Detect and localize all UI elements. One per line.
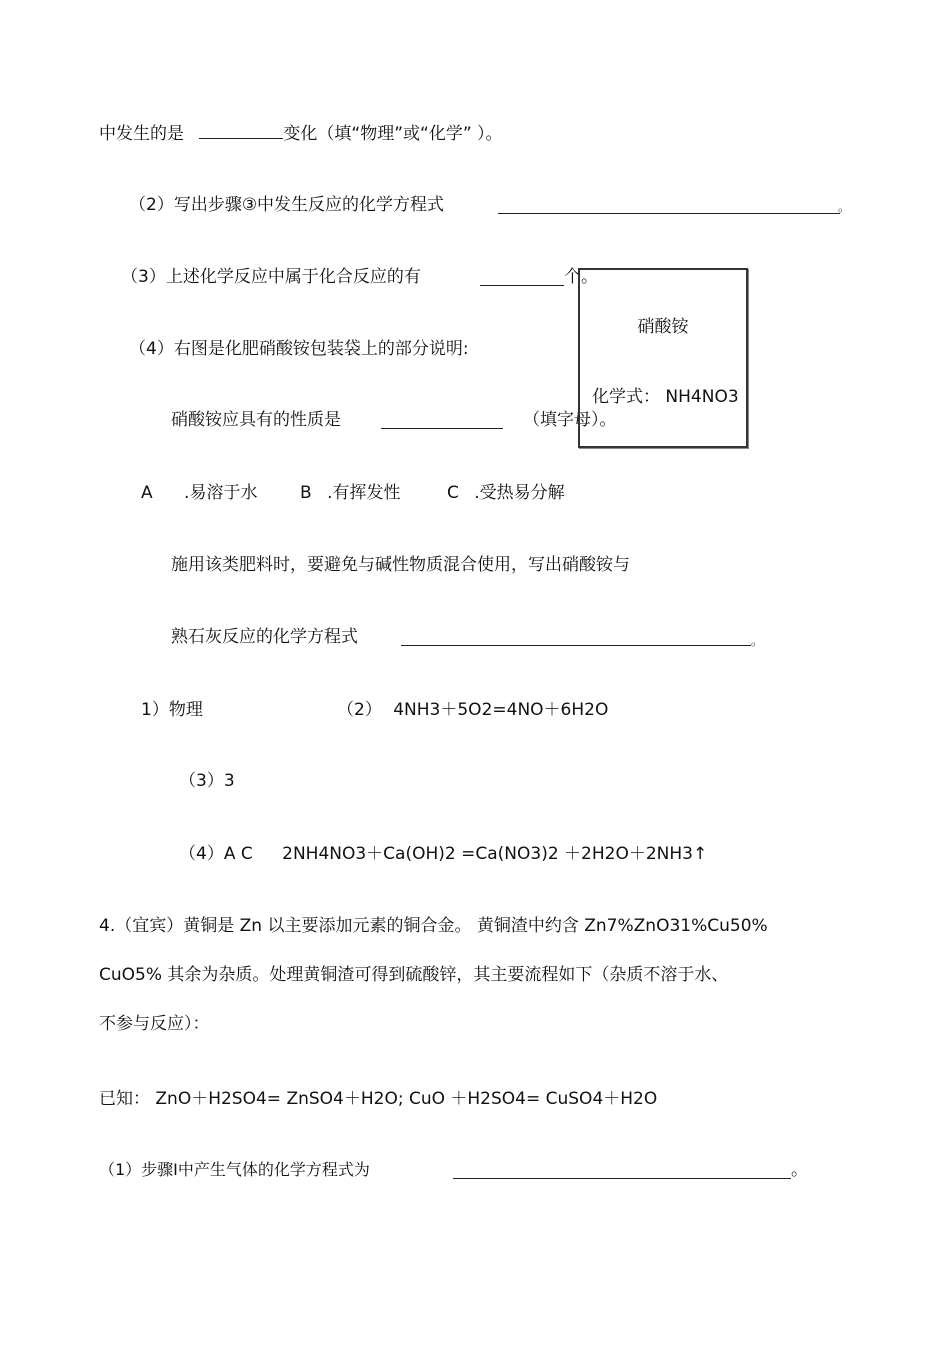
equation-prompt-label: 熟石灰反应的化学方程式 <box>171 627 358 647</box>
answer-3: （3）3 <box>179 771 235 791</box>
answer-blank[interactable] <box>498 195 840 214</box>
fertilizer-label-box <box>578 268 748 448</box>
answer-4 <box>179 842 707 866</box>
option-a-letter: A <box>141 483 153 503</box>
q3-sub2-label: （2）写出步骤③中发生反应的化学方程式 <box>129 195 445 215</box>
label-box-title: 硝酸铵 <box>637 317 689 337</box>
answer-blank[interactable] <box>453 1160 791 1179</box>
answer-2-equation: 4NH3＋5O2=4NO＋6H2O <box>393 700 609 720</box>
q4-known: 已知： ZnO＋H2SO4= ZnSO4＋H2O; CuO ＋H2SO4= CuSO4＋H2O <box>99 1089 658 1109</box>
formula-label: 化学式： <box>592 387 660 407</box>
q3-sub2 <box>129 193 444 217</box>
property-suffix: （填字母）。 <box>523 410 617 430</box>
q3-sub3 <box>121 265 421 289</box>
option-c <box>447 481 565 505</box>
option-b <box>300 481 400 505</box>
answer-blank[interactable] <box>381 410 503 429</box>
q3-sub3-suffix: 个。 <box>564 267 598 287</box>
q3-sub4-label: （4）右图是化肥硝酸铵包装袋上的部分说明: <box>129 339 469 359</box>
period: 。 <box>791 1160 808 1180</box>
usage-note: 施用该类肥料时，要避免与碱性物质混合使用，写出硝酸铵与 <box>171 555 630 575</box>
q4-line1: 4.（宜宾）黄铜是 Zn 以主要添加元素的铜合金。 黄铜渣中约含 Zn7%ZnO31%Cu50% <box>99 916 768 936</box>
equation-prompt <box>171 625 358 649</box>
label-box-formula <box>592 382 739 407</box>
answer-2-label: （2） <box>337 700 382 720</box>
q4-line2: CuO5% 其余为杂质。处理黄铜渣可得到硫酸锌，其主要流程如下（杂质不溶于水、 <box>99 965 729 985</box>
option-a-text: .易溶于水 <box>184 483 258 503</box>
q3-line1-prefix: 中发生的是 <box>99 124 184 144</box>
answer-1: 1）物理 <box>141 700 203 720</box>
option-a <box>141 481 257 505</box>
q3-line1-suffix: 变化（填“物理”或“化学” ）。 <box>283 124 503 144</box>
formula-value: NH4NO3 <box>665 387 739 407</box>
answer-2 <box>337 698 608 722</box>
q3-sub4 <box>129 337 469 361</box>
q4-line3: 不参与反应）： <box>99 1014 210 1034</box>
q4-sub1-label: （1）步骤Ⅰ中产生气体的化学方程式为 <box>99 1160 370 1179</box>
answer-4-equation: 2NH4NO3＋Ca(OH)2 =Ca(NO3)2 ＋2H2O＋2NH3↑ <box>282 844 708 864</box>
q4-sub1 <box>99 1158 370 1182</box>
property-label: 硝酸铵应具有的性质是 <box>171 410 341 430</box>
period: 。 <box>751 634 764 648</box>
q3-sub3-label: （3）上述化学反应中属于化合反应的有 <box>121 267 421 287</box>
option-b-text: .有挥发性 <box>327 483 401 503</box>
option-b-letter: B <box>300 483 312 503</box>
q3-property <box>171 408 341 432</box>
period: 。 <box>838 200 851 214</box>
answer-blank[interactable] <box>401 627 751 646</box>
answer-blank[interactable] <box>480 267 564 286</box>
option-c-text: .受热易分解 <box>474 483 565 503</box>
q3-line1 <box>99 120 503 146</box>
option-c-letter: C <box>447 483 459 503</box>
answer-4-label: （4）A C <box>179 844 253 864</box>
answer-blank[interactable] <box>199 120 283 139</box>
